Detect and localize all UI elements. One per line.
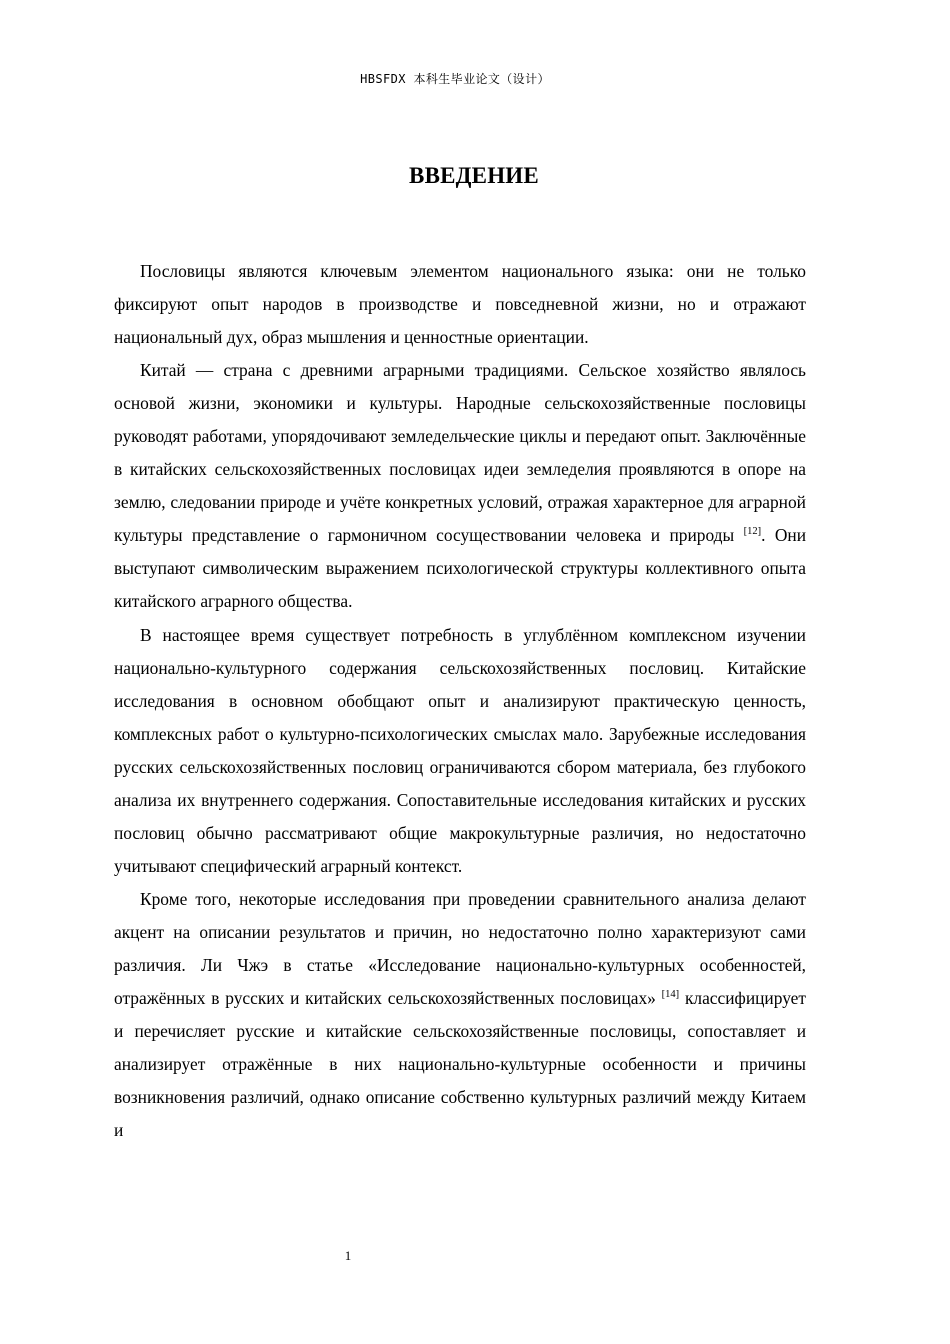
paragraph-3-text: В настоящее время существует потребность в углублённом комплексном изучении национально-культурного содержания сельскохозяйственных пословиц. Китайские исследования в основном обобщают опыт и анализируют практическую ценность, комплексных работ о культурно-психологических смыслах мало. Зарубежные исследования русских сельскохозяйственных пословиц ограничиваются сбором материала, без глубокого анализа их внутреннего содержания. Сопоставительные исследования китайских и русских пословиц обычно рассматривают общие макрокультурные различия, но недостаточно учитывают специфический аграрный контекст.: [114, 624, 806, 876]
paragraph-4-text-b: классифицирует и перечисляет русские и китайские сельскохозяйственные пословицы, сопоставляет и анализирует отражённые в них национально-культурные особенности и причины возникновения различий, однако описание собственно культурных различий между Китаем и: [114, 988, 806, 1141]
paragraph-4: [114, 883, 806, 1147]
section-title: ВВЕДЕНИЕ: [409, 163, 539, 188]
paragraph-1-text: Пословицы являются ключевым элементом национального языка: они не только фиксируют опыт народов в производстве и повседневной жизни, но и отражают национальный дух, образ мышления и ценностные ориентации.: [114, 261, 806, 348]
paragraph-2-text-a: Китай — страна с древними аграрными традициями. Сельское хозяйство являлось основой жизни, экономики и культуры. Народные сельскохозяйственные пословицы руководят работами, упорядочивают земледельческие циклы и передают опыт. Заключённые в китайских сельскохозяйственных пословицах идеи земледелия проявляются в опоре на землю, следовании природе и учёте конкретных условий, отражая характерное для аграрной культуры представление о гармоничном сосуществовании человека и природы: [114, 360, 806, 546]
page-number: 1: [344, 1248, 352, 1263]
paragraph-4-text-a: Кроме того, некоторые исследования при проведении сравнительного анализа делают акцент на описании результатов и причин, но недостаточно полно характеризуют сами различия. Ли Чжэ в статье «Исследование национально-культурных особенностей, отражённых в русских и китайских сельскохозяйственных пословицах»: [114, 888, 806, 1009]
paragraph-3: [114, 619, 806, 883]
citation-12: [12]: [743, 526, 762, 538]
body-text: [114, 255, 806, 1147]
running-header: HBSFDX 本科生毕业论文（设计）: [360, 72, 550, 86]
citation-14: [14]: [661, 989, 680, 1001]
paragraph-2-text-b: . Они выступают символическим выражением психологической структуры коллективного опыта китайского аграрного общества.: [114, 525, 807, 612]
paragraph-2: [114, 354, 806, 618]
paragraph-1: [114, 255, 806, 354]
